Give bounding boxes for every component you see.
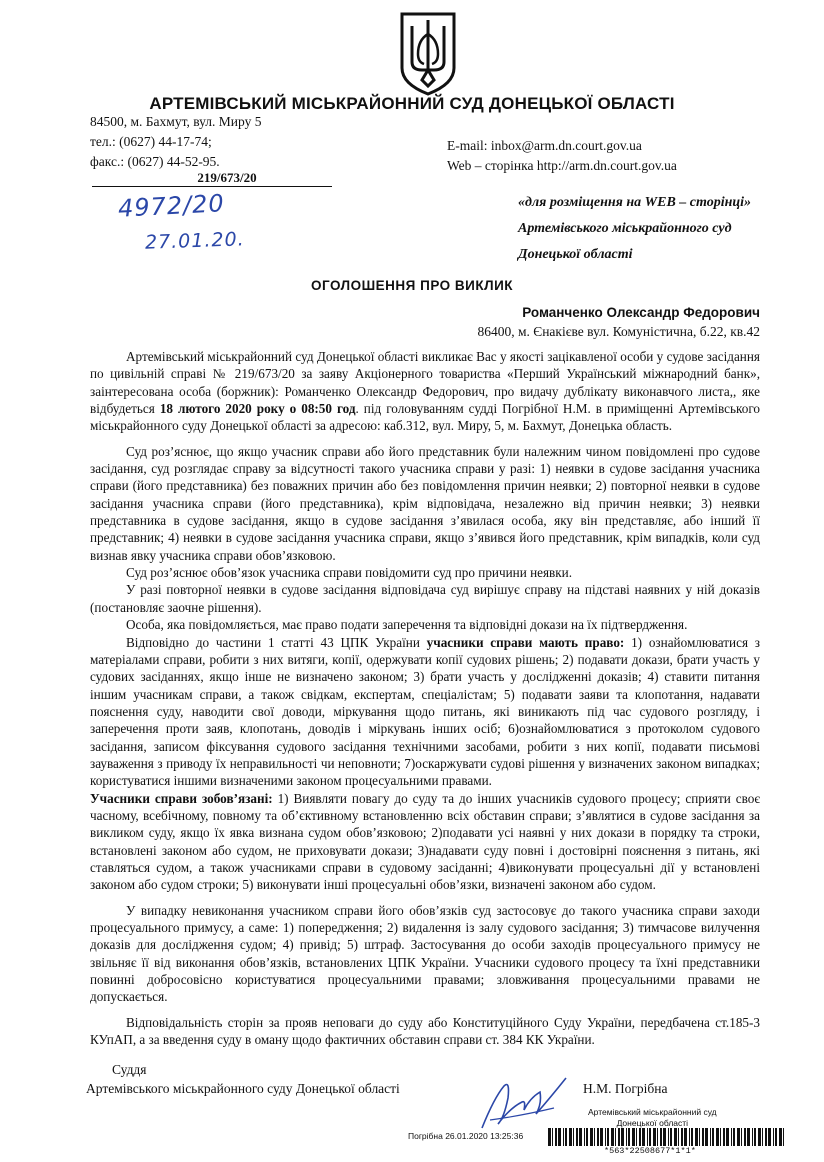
court-name: АРТЕМІВСЬКИЙ МІСЬКРАЙОННИЙ СУД ДОНЕЦЬКОЇ ОБЛАСТІ [149, 94, 675, 113]
paragraph-summons [90, 348, 760, 435]
handwritten-registration-number: 4972/20 [117, 189, 226, 223]
court-address: 84500, м. Бахмут, вул. Миру 5 [90, 114, 262, 129]
stamp-court-line-2: Донецької області [616, 1118, 689, 1128]
court-online-contacts [447, 136, 677, 176]
barcode-icon [548, 1128, 788, 1146]
judge-name: Н.М. Погрібна [583, 1081, 668, 1096]
summons-text: Артемівський міськрайонний суд Донецької області викликає Вас у якості зацікавленої особи у судове засідання по цивільній справі № 219/673/20 за заяву Акціонерного товариства «Перший Український міжнародний банк», заінтересована особа (боржник): Романченко Олександр Федорович, про видачу дублікату виконавчого листа,, яке відбудеться [90, 349, 760, 417]
judge-court: Артемівського міськрайонного суду Донецької області [86, 1081, 400, 1096]
notice-body [90, 348, 760, 1048]
paragraph-liability: Відповідальність сторін за прояв неповаги до суду або Конституційного Суду України, передбачена ст.185-3 КУпАП, а за введення суду в оману щодо фактичних обставин справи ст. 384 КК України. [90, 1014, 760, 1048]
paragraph-repeat-absence: У разі повторної неявки в судове засідання відповідача суд вирішує справу на підставі наявних у ній доказів (постановляє заочне рішення). [90, 582, 760, 615]
coat-of-arms-icon [398, 10, 458, 96]
web-publication-note [518, 190, 751, 268]
paragraph-duties [90, 790, 760, 894]
web-note-line-3: Донецької області [518, 247, 633, 262]
paragraph-absence-rules: Суд роз’яснює, що якщо учасник справи або його представник були належним чином повідомлені про судове засідання, суд розглядає справу за відсутності такого учасника справи у разі: 1) неявки в судове засідання учасника справи (його представника) без поважних причин або без повідомлення причин неявки; 2) повторної неявки в судове засідання учасника справи (його представника), крім відповідача, незалежно від причин неявки; 3) неявки представника в судове засідання, якщо в судове засідання з’явилася особа, яку він представляє, або інший її представник; 4) неявки в судове засідання учасника справи, якщо з’явився його представник, крім випадків, коли суд визнав явку учасника справи обов’язковою. [90, 443, 760, 563]
court-website: Web – сторінка http://arm.dn.court.gov.ua [447, 158, 677, 173]
court-fax: факс.: (0627) 44-52-95. [90, 154, 220, 169]
paragraph-notify-duty: Суд роз’яснює обов’язок учасника справи повідомити суд про причини неявки. [126, 565, 573, 581]
electronic-stamp-court [588, 1107, 717, 1129]
handwritten-registration-date: 27.01.20. [144, 228, 246, 254]
rights-heading: учасники справи мають право: [426, 634, 625, 650]
court-phone: тел.: (0627) 44-17-74; [90, 134, 212, 149]
handwritten-signature-icon [470, 1058, 580, 1138]
addressee-name: Романченко Олександр Федорович [522, 305, 760, 320]
judge-title: Суддя [112, 1062, 147, 1077]
case-number: 219/673/20 [92, 170, 332, 187]
summons-text-end: . під головуванням судді Погрібної Н.М. в приміщенні Артемівського міськрайонного суду Донецької області за адресою: каб.312, вул. Миру, 5, м. Бахмут, Донецька область. [90, 401, 760, 434]
notice-title: ОГОЛОШЕННЯ ПРО ВИКЛИК [310, 278, 514, 293]
paragraph-rights [90, 634, 760, 790]
electronic-signature-stamp: Погрібна 26.01.2020 13:25:36 [408, 1131, 524, 1141]
paragraph-objection-right: Особа, яка повідомляється, має право подати заперечення та відповідні докази на їх підтвердження. [126, 617, 688, 633]
barcode-caption: *563*22508677*1*1* [604, 1146, 696, 1156]
web-note-line-1: «для розміщення на WEB – сторінці» [518, 195, 752, 210]
rights-intro: Відповідно до частини 1 статті 43 ЦПК України [126, 634, 427, 650]
paragraph-coercion: У випадку невиконання учасником справи його обов’язків суд застосовує до такого учасника справи заходи процесуального примусу, а саме: 1) попередження; 2) видалення із залу судового засідання; 3) тимчасове вилучення доказів для дослідження судом; 4) привід; 5) штраф. Застосування до особи заходів процесуального примусу не звільняє її від виконання обов’язків, встановлених ЦПК України. Учасники судового процесу та їхні представники повинні добросовісно користуватися процесуальними правами; зловживання процесуальними правами не допускається. [90, 902, 760, 1005]
duties-heading: Учасники справи зобов’язані: [90, 790, 273, 806]
hearing-date: 18 лютого 2020 року о 08:50 год [159, 401, 356, 417]
addressee-block [477, 303, 760, 341]
stamp-court-line-1: Артемівський міськрайонний суд [588, 1107, 717, 1117]
web-note-line-2: Артемівського міськрайонного суд [518, 221, 732, 236]
addressee-address: 86400, м. Єнакієве вул. Комуністична, б.22, кв.42 [477, 324, 760, 339]
rights-list: 1) ознайомлюватися з матеріалами справи, робити з них витяги, копії, одержувати копії судових рішень; 2) подавати докази, брати участь у судових засіданнях, якщо інше не визначено законом; 3) брати участь у дослідженні доказів; 4) ставити питання іншим учасникам справи, а також свідкам, експертам, спеціалістам; 5) подавати заяви та клопотання, надавати пояснення суду, наводити свої доводи, міркування щодо питань, які виникають під час судового розгляду, і заперечення проти заяв, клопотань, доводів і міркувань інших осіб; 6)ознайомлюватися з протоколом судового засідання, записом фіксування судового засідання технічними засобами, робити з них копії, подавати письмові зауваження з приводу їх неправильності чи неповноти; 7)оскаржувати судові рішення у визначених законом випадках; користуватися іншими визначеними законом процесуальними правами. [90, 634, 761, 789]
court-contacts [90, 112, 261, 172]
duties-list: 1) Виявляти повагу до суду та до інших учасників судового процесу; сприяти своє часному, всебічному, повному та об’єктивному встановленню всіх обставин справи; з’являтися в судове засідання за викликом суду, якщо їх явка визнана судом обов’язковою; 2)подавати усі наявні у них докази в порядку та строки, встановлені законом або судом, не приховувати докази; 3)надавати суду повні і достовірні пояснення з питань, які ставляться судом, а також учасниками справи в судовому засіданні; 4)виконувати процесуальні дії у встановлені законом або судом строки; 5) виконувати інші процесуальні обов’язки, визначені законом або судом. [90, 790, 760, 893]
court-email: E-mail: inbox@arm.dn.court.gov.ua [447, 138, 642, 153]
